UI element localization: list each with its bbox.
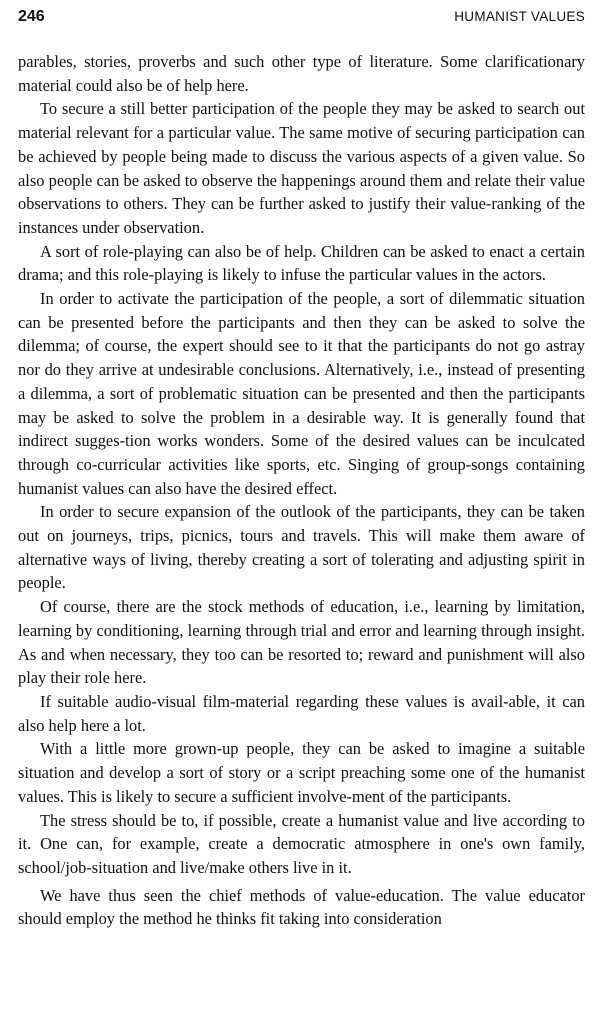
paragraph: A sort of role-playing can also be of help. Children can be asked to enact a certain drama; and this role-playing is likely to infuse the particular values in the actors. (18, 241, 585, 285)
paragraph: Of course, there are the stock methods of education, i.e., learning by limitation, learning by conditioning, learning through trial and error and learning through insight. As and when necessary, they too can be resorted to; reward and punishment will also play their role here. (18, 597, 585, 688)
book-title: HUMANIST VALUES (454, 9, 585, 24)
paragraph: With a little more grown-up people, they can be asked to imagine a suitable situation and develop a sort of story or a script preaching some one of the humanist values. This is likely to secure a sufficient involve-ment of the participants. (18, 739, 585, 806)
paragraph: To secure a still better participation of the people they may be asked to search out material relevant for a particular value. The same motive of securing participation can be achieved by people being made to discuss the various aspects of a given value. So also people can be asked to observe the happenings around them and relate their value observations to others. They can be further asked to justify their value-ranking of the instances under observation. (18, 99, 585, 237)
paragraph: In order to activate the participation of the people, a sort of dilemmatic situation can be presented before the participants and then they can be asked to solve the dilemma; of course, the expert should see to it that the participants do not go astray nor do they arrive at undesirable conclusions. Alternatively, i.e., instead of presenting a dilemma, a sort of problematic situation can be presented and then the participants may be asked to solve the problem in a desirable way. It is generally found that indirect sugges-tion works wonders. Some of the desired values can be inculcated through co-curricular activities like sports, etc. Singing of group-songs containing humanist values can also have the desired effect. (18, 289, 585, 498)
paragraph: If suitable audio-visual film-material regarding these values is avail-able, it can also help here a lot. (18, 691, 585, 735)
book-page (18, 8, 585, 931)
body-text (18, 50, 585, 931)
paragraph-continuation: parables, stories, proverbs and such other type of literature. Some clarificationary material could also be of help here. (18, 52, 585, 95)
paragraph: We have thus seen the chief methods of value-education. The value educator should employ the method he thinks fit taking into consideration (18, 885, 585, 929)
paragraph: The stress should be to, if possible, create a humanist value and live according to it. One can, for example, create a democratic atmosphere in one's own family, school/job-situation and live/make others live in it. (18, 810, 585, 877)
paragraph: In order to secure expansion of the outlook of the participants, they can be taken out on journeys, trips, picnics, tours and travels. This will make them aware of alternative ways of living, thereby creating a sort of tolerating and adjusting spirit in people. (18, 502, 585, 593)
page-number: 246 (18, 8, 45, 25)
running-head (18, 8, 585, 36)
